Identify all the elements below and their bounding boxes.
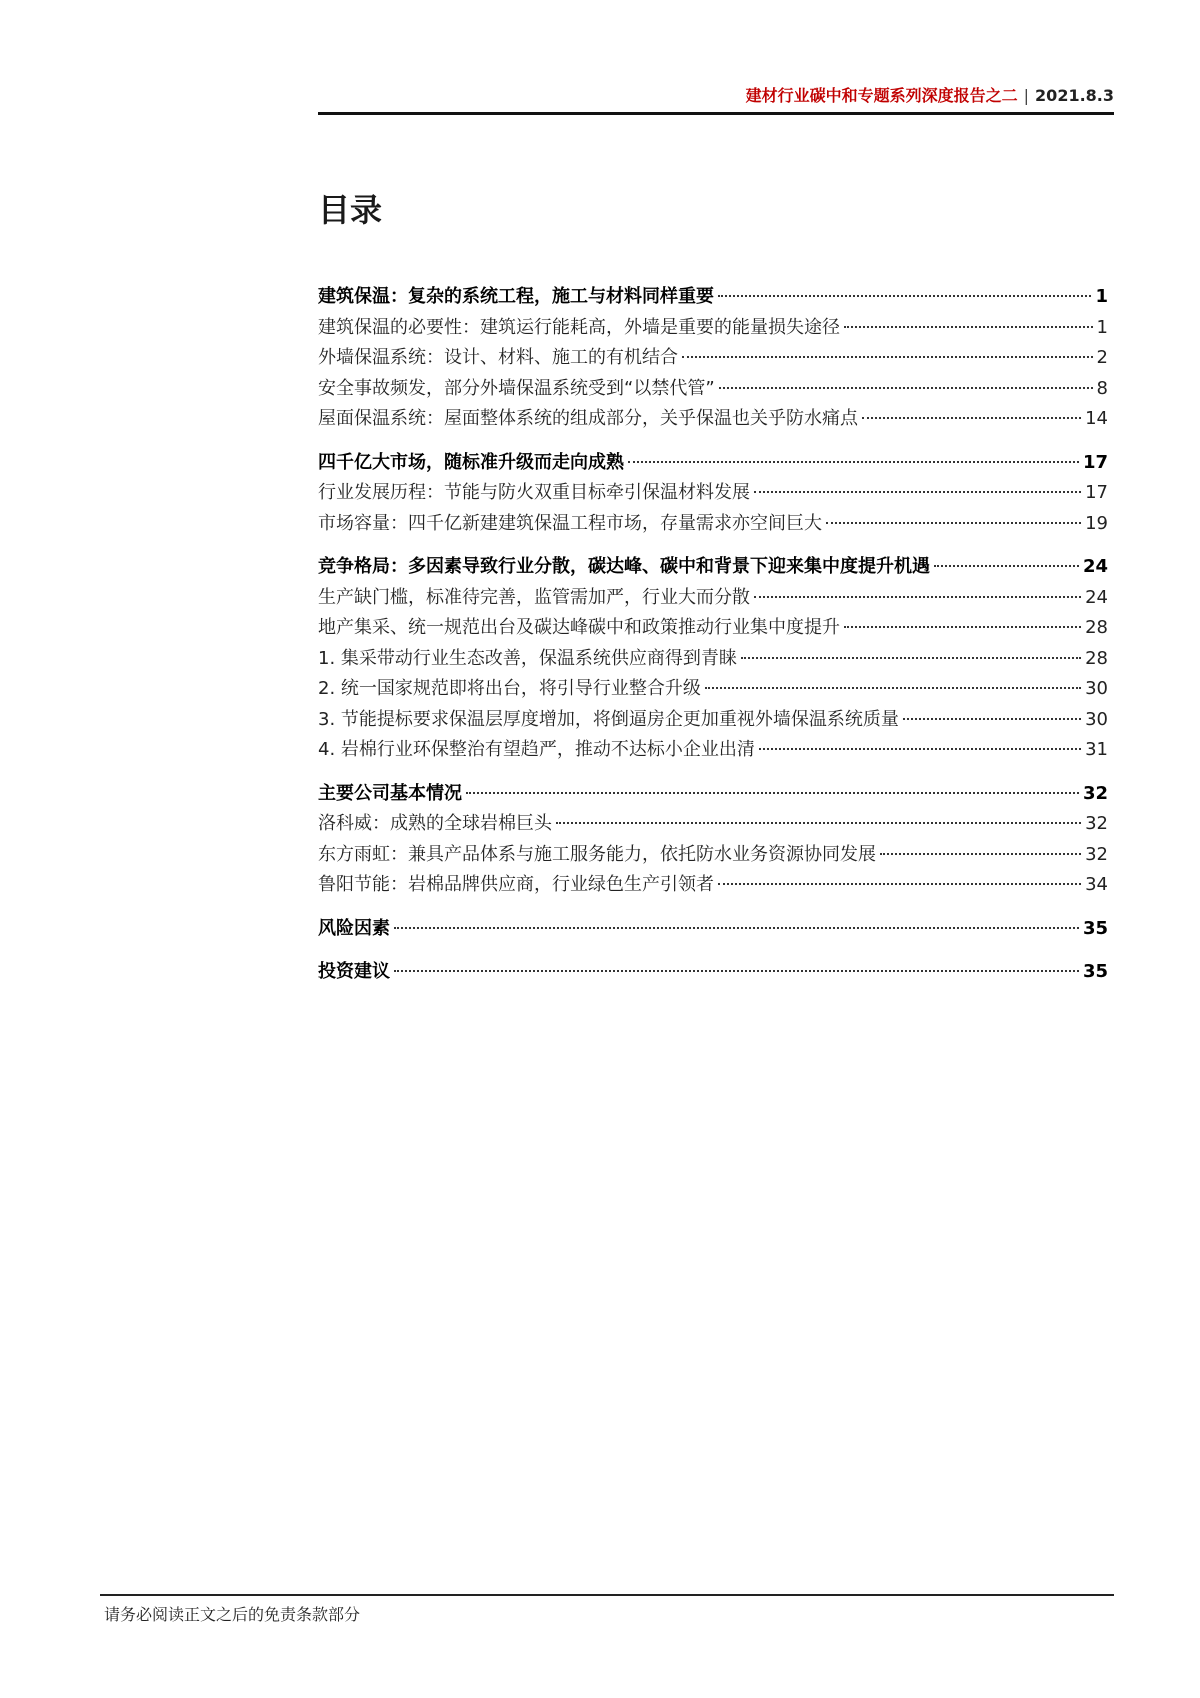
toc-section-gap (318, 766, 1108, 779)
toc-page-number: 19 (1085, 512, 1108, 534)
toc-entry-title: 建筑保温：复杂的系统工程，施工与材料同样重要 (318, 286, 714, 307)
toc-section-gap (318, 901, 1108, 914)
toc-entry-title: 东方雨虹：兼具产品体系与施工服务能力，依托防水业务资源协同发展 (318, 843, 876, 865)
toc-section-row[interactable] (318, 779, 1108, 810)
toc-page-number: 35 (1082, 961, 1108, 982)
dot-leader (628, 461, 1079, 463)
dot-leader (844, 326, 1093, 328)
toc-page-number: 28 (1085, 617, 1108, 638)
toc-page-number: 35 (1082, 917, 1108, 939)
toc-entry-title: 外墙保温系统：设计、材料、施工的有机结合 (318, 347, 678, 368)
header-rule (318, 112, 1114, 115)
toc-section-gap (318, 435, 1108, 448)
toc-entry-title: 四千亿大市场，随标准升级而走向成熟 (318, 451, 624, 473)
toc-section-row[interactable] (318, 914, 1108, 945)
footer-disclaimer: 请务必阅读正文之后的免责条款部分 (104, 1605, 361, 1624)
dot-leader (718, 295, 1091, 297)
toc-item-row[interactable] (318, 613, 1108, 644)
toc-item-row[interactable] (318, 374, 1108, 405)
toc-section-gap (318, 944, 1108, 957)
dot-leader (903, 718, 1081, 720)
toc-section-row[interactable] (318, 552, 1108, 583)
dot-leader (759, 748, 1081, 750)
toc-entry-title: 市场容量：四千亿新建建筑保温工程市场，存量需求亦空间巨大 (318, 512, 822, 534)
dot-leader (394, 927, 1079, 929)
toc-entry-title: 投资建议 (318, 961, 390, 982)
toc-item-row[interactable] (318, 644, 1108, 675)
toc-item-row[interactable] (318, 705, 1108, 736)
dot-leader (754, 491, 1081, 493)
dot-leader (718, 883, 1081, 885)
toc-entry-title: 洛科威：成熟的全球岩棉巨头 (318, 813, 552, 834)
toc-entry-title: 风险因素 (318, 917, 390, 939)
toc-section-gap (318, 539, 1108, 552)
report-date: 2021.8.3 (1035, 86, 1114, 105)
toc-entry-title: 生产缺门槛，标准待完善，监管需加严，行业大而分散 (318, 586, 750, 608)
toc-item-row[interactable] (318, 478, 1108, 509)
toc-entry-title: 竞争格局：多因素导致行业分散，碳达峰、碳中和背景下迎来集中度提升机遇 (318, 556, 930, 577)
toc-page-number: 17 (1082, 451, 1108, 473)
toc-item-row[interactable] (318, 583, 1108, 614)
dot-leader (754, 596, 1081, 598)
dot-leader (556, 822, 1081, 824)
toc-page-number: 24 (1085, 586, 1108, 608)
toc-item-row[interactable] (318, 809, 1108, 840)
toc-page-number: 17 (1085, 482, 1108, 503)
toc-page-number: 24 (1082, 556, 1108, 577)
toc-page-number: 34 (1085, 874, 1108, 895)
toc-entry-title: 行业发展历程：节能与防火双重目标牵引保温材料发展 (318, 482, 750, 503)
toc-page-number: 32 (1085, 843, 1108, 865)
header-separator: | (1023, 86, 1030, 105)
toc-entry-title: 4. 岩棉行业环保整治有望趋严，推动不达标小企业出清 (318, 739, 755, 760)
toc-entry-title: 3. 节能提标要求保温层厚度增加，将倒逼房企更加重视外墙保温系统质量 (318, 708, 899, 730)
toc-page-number: 1 (1095, 286, 1108, 307)
toc-page-number: 28 (1085, 647, 1108, 669)
dot-leader (466, 792, 1079, 794)
toc-entry-title: 屋面保温系统：屋面整体系统的组成部分，关乎保温也关乎防水痛点 (318, 408, 858, 429)
toc-section-row[interactable] (318, 448, 1108, 479)
toc-item-row[interactable] (318, 509, 1108, 540)
toc-entry-title: 鲁阳节能：岩棉品牌供应商，行业绿色生产引领者 (318, 874, 714, 895)
dot-leader (934, 565, 1079, 567)
dot-leader (862, 417, 1081, 419)
dot-leader (826, 522, 1081, 524)
toc-entry-title: 主要公司基本情况 (318, 782, 462, 804)
footer-rule (100, 1594, 1114, 1596)
toc-page-number: 14 (1085, 408, 1108, 429)
dot-leader (705, 687, 1081, 689)
report-series-title: 建材行业碳中和专题系列深度报告之二 (745, 86, 1018, 105)
toc-item-row[interactable] (318, 343, 1108, 374)
toc-section-row[interactable] (318, 957, 1108, 988)
toc-entry-title: 建筑保温的必要性：建筑运行能耗高，外墙是重要的能量损失途径 (318, 316, 840, 338)
toc-page-number: 1 (1096, 316, 1108, 338)
toc-page-number: 32 (1085, 813, 1108, 834)
toc-page-number: 2 (1096, 347, 1108, 368)
toc-page-number: 30 (1085, 678, 1108, 699)
toc-entry-title: 安全事故频发，部分外墙保温系统受到“以禁代管” (318, 377, 715, 399)
toc-item-row[interactable] (318, 674, 1108, 705)
dot-leader (844, 626, 1081, 628)
toc-page-number: 30 (1085, 708, 1108, 730)
dot-leader (880, 853, 1081, 855)
toc-entry-title: 1. 集采带动行业生态改善，保温系统供应商得到青睐 (318, 647, 737, 669)
toc-item-row[interactable] (318, 735, 1108, 766)
toc-title: 目录 (318, 191, 383, 229)
dot-leader (741, 657, 1081, 659)
toc-item-row[interactable] (318, 404, 1108, 435)
toc-page-number: 31 (1085, 739, 1108, 760)
toc-entry-title: 地产集采、统一规范出台及碳达峰碳中和政策推动行业集中度提升 (318, 617, 840, 638)
dot-leader (682, 356, 1093, 358)
toc-item-row[interactable] (318, 840, 1108, 871)
toc-page-number: 8 (1096, 377, 1108, 399)
toc-section-row[interactable] (318, 282, 1108, 313)
dot-leader (719, 387, 1093, 389)
toc-item-row[interactable] (318, 870, 1108, 901)
toc-page-number: 32 (1082, 782, 1108, 804)
table-of-contents (318, 282, 1108, 988)
dot-leader (394, 970, 1079, 972)
toc-entry-title: 2. 统一国家规范即将出台，将引导行业整合升级 (318, 678, 701, 699)
toc-item-row[interactable] (318, 313, 1108, 344)
report-header (318, 84, 1114, 108)
